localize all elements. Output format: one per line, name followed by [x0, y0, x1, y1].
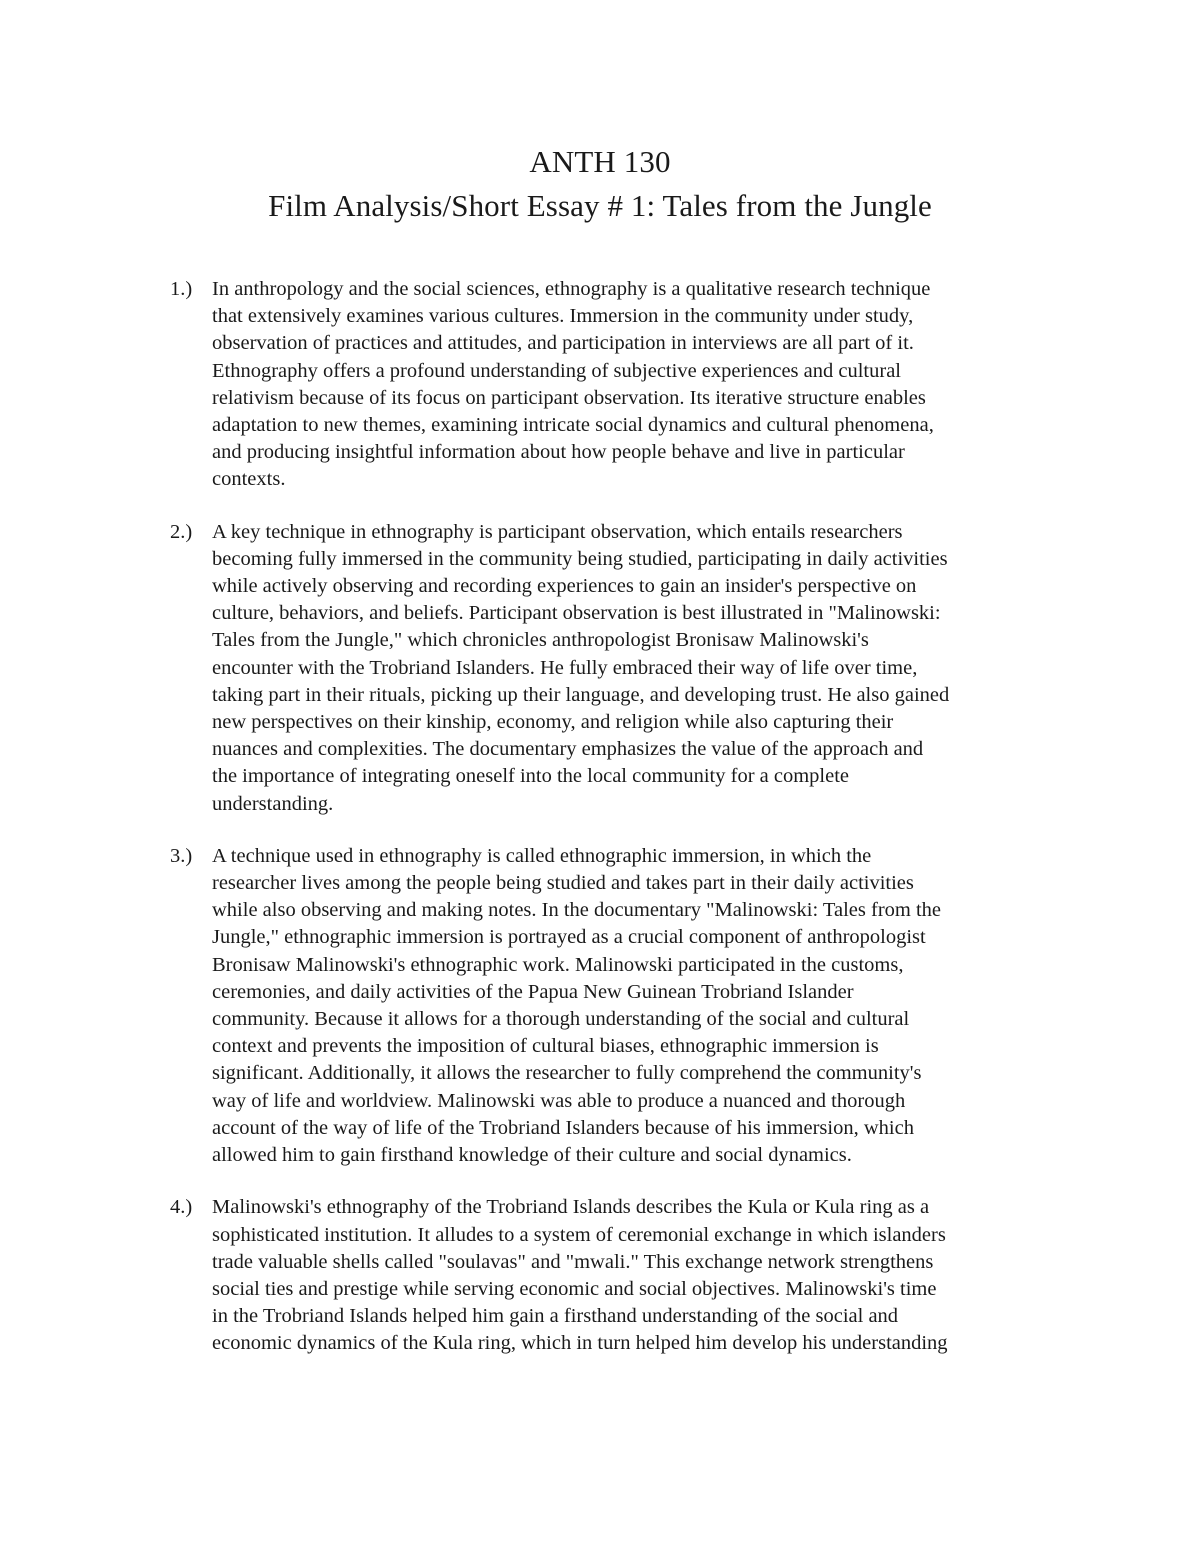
item-number: 1.) — [170, 278, 193, 300]
item-number: 3.) — [170, 844, 193, 867]
item-text: Malinowski's ethnography of the Trobriand Islands describes the Kula or Kula ring as a sophisticated institution. It alludes to a system of ceremonial exchange in which islanders trade valuable shells called "soulavas" and "mwali." This exchange network strengthens social ties and prestige while serving economic and social objectives. Malinowski's time in the Trobriand Islands helped him gain a firsthand understanding of the social and economic dynamics of the Kula ring, which in turn helped him develop his understanding — [212, 1196, 948, 1355]
essay-title: Film Analysis/Short Essay # 1: Tales from the Jungle — [268, 188, 932, 223]
item-number: 4.) — [170, 1196, 193, 1219]
answer-list — [170, 276, 1070, 1383]
list-item — [170, 519, 1070, 818]
item-text: A key technique in ethnography is participant observation, which entails researchers becoming fully immersed in the community being studied, participating in daily activities while actively observing and recording experiences to gain an insider's perspective on culture, behaviors, and beliefs. Participant observation is best illustrated in "Malinowski: Tales from the Jungle," which chronicles anthropologist Bronisaw Malinowski's encounter with the Trobriand Islanders. He fully embraced their way of life over time, taking part in their rituals, picking up their language, and developing trust. He also gained new perspectives on their kinship, economy, and religion while also capturing their nuances and complexities. The documentary emphasizes the value of the approach and the importance of integrating oneself into the local community for a complete understanding. — [212, 520, 950, 815]
item-text: In anthropology and the social sciences, ethnography is a qualitative research technique that extensively examines various cultures. Immersion in the community under study, observation of practices and attitudes, and participation in interviews are all part of it. Ethnography offers a profound understanding of subjective experiences and cultural relativism because of its focus on participant observation. Its iterative structure enables adaptation to new themes, examining intricate social dynamics and cultural phenomena, and producing insightful information about how people behave and live in particular contexts. — [212, 278, 934, 491]
item-text: A technique used in ethnography is called ethnographic immersion, in which the researcher lives among the people being studied and takes part in their daily activities while also observing and making notes. In the documentary "Malinowski: Tales from the Jungle," ethnographic immersion is portrayed as a crucial component of anthropologist Bronisaw Malinowski's ethnographic work. Malinowski participated in the customs, ceremonies, and daily activities of the Papua New Guinean Trobriand Islander community. Because it allows for a thorough understanding of the social and cultural context and prevents the imposition of cultural biases, ethnographic immersion is significant. Additionally, it allows the researcher to fully comprehend the community's way of life and worldview. Malinowski was able to produce a nuanced and thorough account of the way of life of the Trobriand Islanders because of his immersion, which allowed him to gain firsthand knowledge of their culture and social dynamics. — [212, 844, 942, 1167]
list-item — [170, 276, 1070, 494]
item-number: 2.) — [170, 520, 193, 543]
title-block — [0, 140, 1200, 228]
course-title: ANTH 130 — [529, 144, 671, 179]
list-item — [170, 843, 1070, 1169]
list-item — [170, 1194, 1070, 1357]
